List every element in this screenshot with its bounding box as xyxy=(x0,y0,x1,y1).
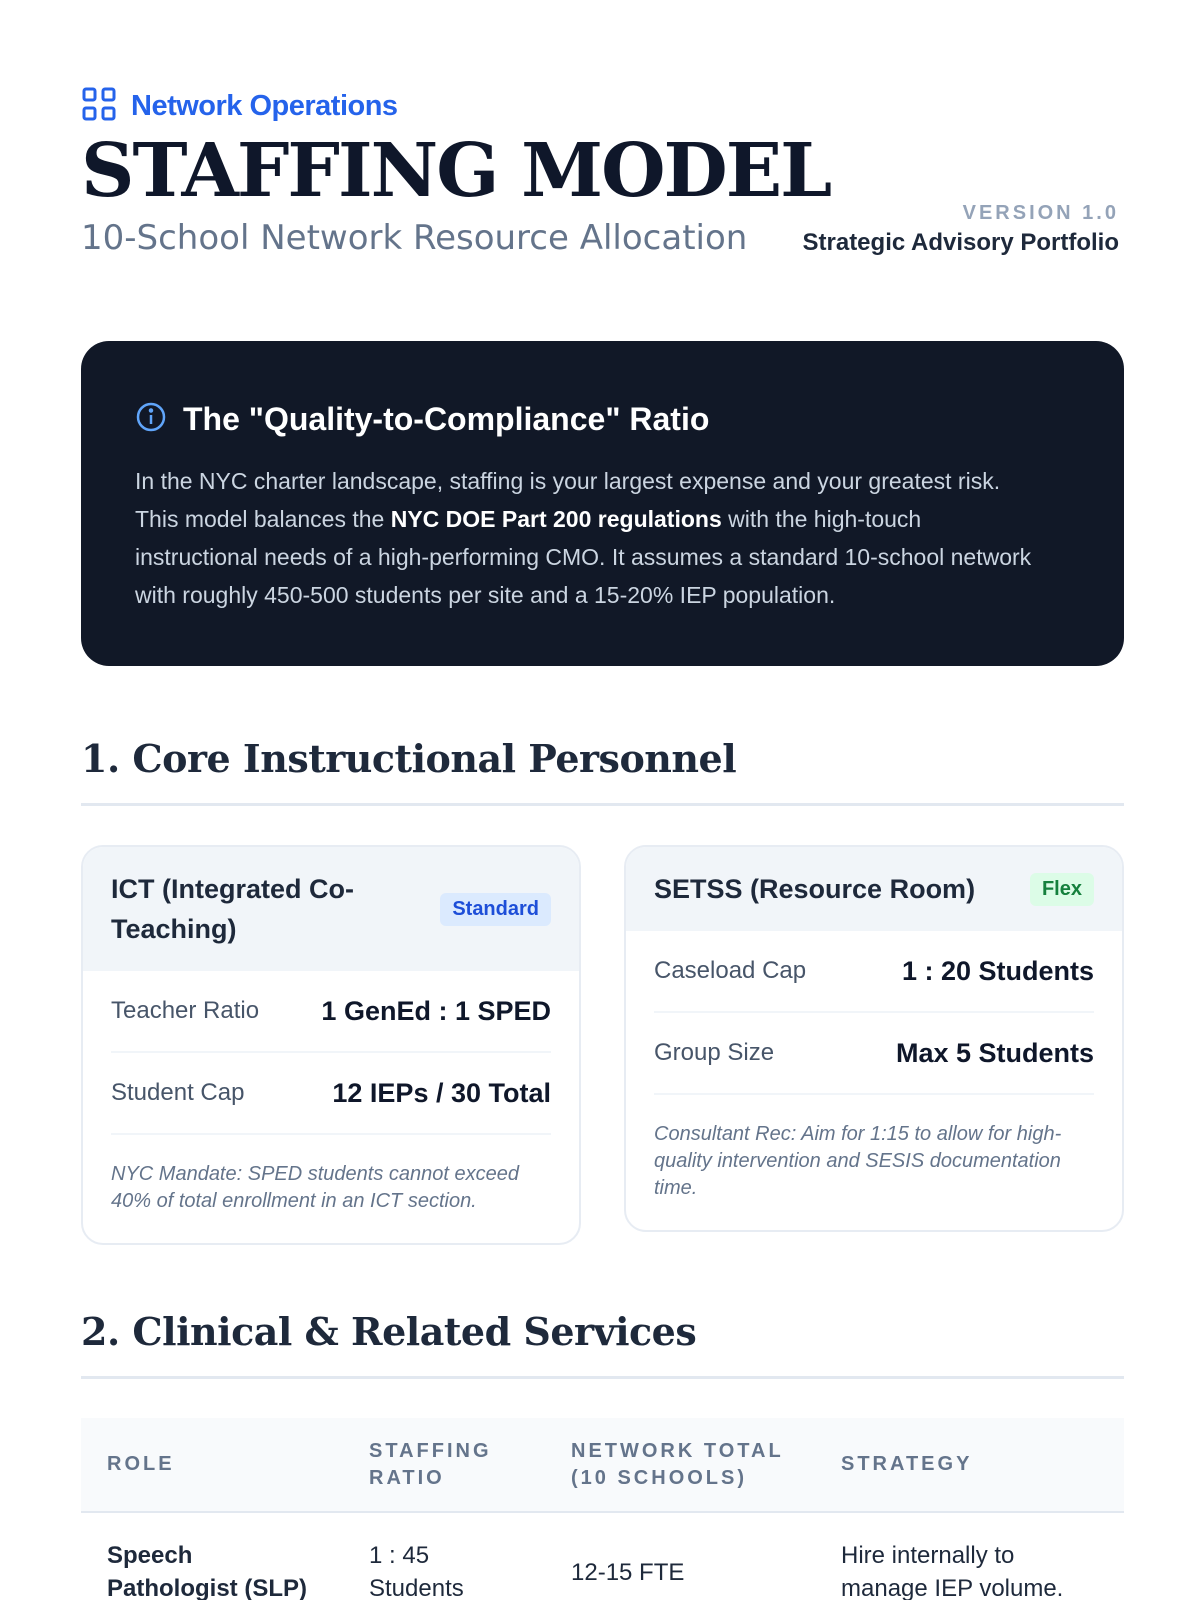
header xyxy=(81,0,1119,280)
callout-body-bold: NYC DOE Part 200 regulations xyxy=(390,506,722,532)
card-note: NYC Mandate: SPED students cannot exceed 40% of total enrollment in an ICT section. xyxy=(111,1163,520,1212)
cell-total: 12-15 FTE xyxy=(571,1558,685,1586)
status-badge: Standard xyxy=(440,893,551,926)
brand-label: Network Operations xyxy=(131,90,398,122)
grid-icon xyxy=(81,86,117,127)
callout-body-pre: In the NYC charter landscape, staffing is your largest expense and your greatest risk. This model balances the xyxy=(135,468,1001,532)
card-title: SETSS (Resource Room) xyxy=(654,874,976,904)
card-row xyxy=(654,1013,1094,1095)
callout-title: The "Quality-to-Compliance" Ratio xyxy=(183,401,710,437)
row-label: Teacher Ratio xyxy=(111,997,260,1024)
card-note: Consultant Rec: Aim for 1:15 to allow for high-quality intervention and SESIS documentation time. xyxy=(654,1123,1062,1199)
callout-body xyxy=(135,462,1045,614)
row-label: Group Size xyxy=(654,1039,775,1066)
card-row xyxy=(111,1053,551,1135)
row-value: 12 IEPs / 30 Total xyxy=(332,1077,551,1108)
column-header-total: NETWORK TOTAL (10 SCHOOLS) xyxy=(545,1418,815,1512)
card-row xyxy=(111,971,551,1053)
card-setss xyxy=(624,845,1124,1232)
card-body xyxy=(83,971,579,1243)
version-label: VERSION 1.0 xyxy=(962,202,1119,224)
callout xyxy=(81,341,1124,666)
row-value: Max 5 Students xyxy=(895,1037,1094,1068)
card-header xyxy=(626,847,1122,931)
section-title-core-instructional: 1. Core Instructional Personnel xyxy=(81,736,1124,806)
row-label: Student Cap xyxy=(111,1079,245,1106)
callout-body-post: with the high-touch instructional needs of a high-performing CMO. It assumes a standard 10-school network with roughly 450-500 students per site and a 15-20% IEP population. xyxy=(135,506,1032,608)
table-header-row xyxy=(81,1418,1124,1512)
row-value: 1 GenEd : 1 SPED xyxy=(321,995,551,1026)
card-title: ICT (Integrated Co-Teaching) xyxy=(111,874,354,944)
card-header xyxy=(83,847,579,971)
card-ict xyxy=(81,845,581,1245)
card-row xyxy=(654,931,1094,1013)
cell-role: Speech Pathologist (SLP) xyxy=(107,1542,307,1600)
column-header-ratio: STAFFING RATIO xyxy=(343,1418,545,1512)
column-header-role: ROLE xyxy=(81,1418,343,1512)
page-title: STAFFING MODEL xyxy=(81,128,831,214)
cell-ratio: 1 : 45 Students xyxy=(369,1542,464,1600)
column-header-strategy: STRATEGY xyxy=(815,1418,1124,1512)
row-label: Caseload Cap xyxy=(654,957,807,984)
brand[interactable] xyxy=(81,86,398,127)
card-body xyxy=(626,931,1122,1230)
info-icon xyxy=(135,401,167,438)
row-value: 1 : 20 Students xyxy=(901,955,1094,986)
callout-header xyxy=(135,401,1070,438)
services-table xyxy=(81,1418,1124,1600)
cell-strategy: Hire internally to manage IEP volume. xyxy=(841,1542,1064,1600)
section-title-clinical: 2. Clinical & Related Services xyxy=(81,1309,1124,1379)
status-badge: Flex xyxy=(1030,873,1094,906)
table-row xyxy=(81,1512,1124,1600)
page-subtitle: 10-School Network Resource Allocation xyxy=(81,218,748,258)
portfolio-label: Strategic Advisory Portfolio xyxy=(802,229,1119,256)
